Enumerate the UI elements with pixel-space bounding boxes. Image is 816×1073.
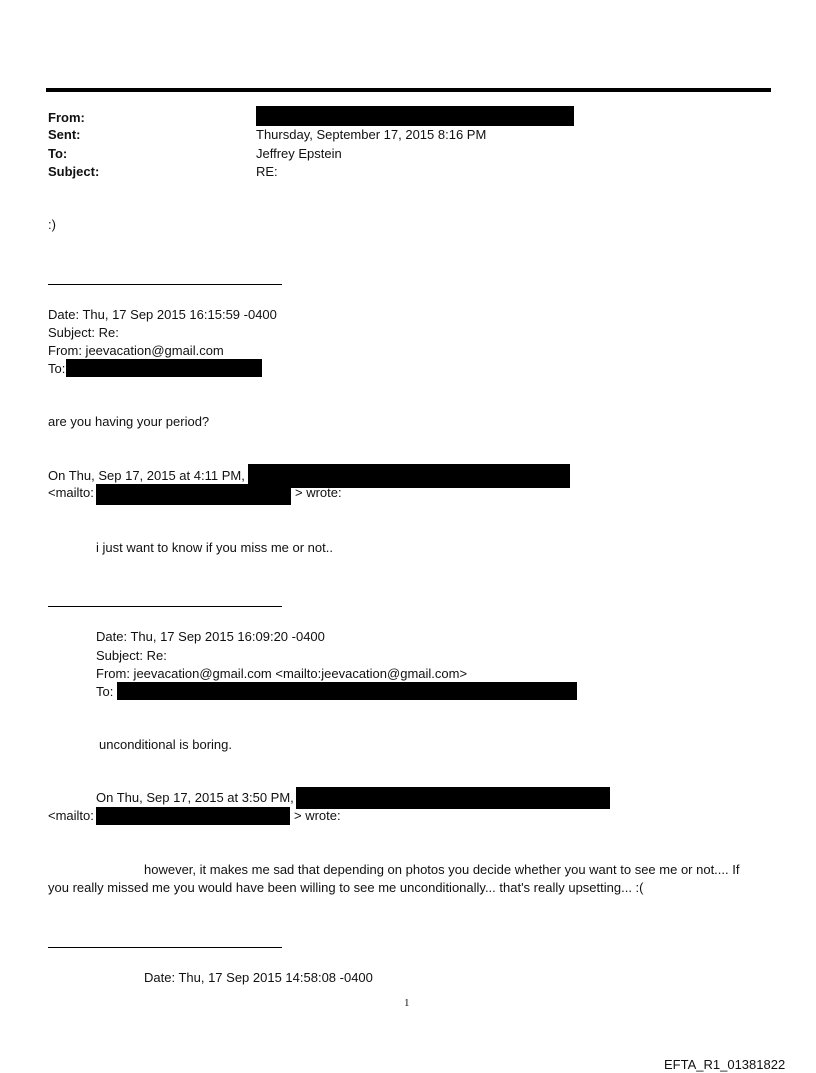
to-value: Jeffrey Epstein xyxy=(256,146,342,161)
quoted1-subject: Subject: Re: xyxy=(48,325,119,340)
redaction-quoted1-mailto xyxy=(96,484,291,505)
redaction-quoted2-to xyxy=(117,682,577,700)
quoted2-wrote: > wrote: xyxy=(294,808,341,823)
separator-3 xyxy=(48,947,282,948)
quoted1-from: From: jeevacation@gmail.com xyxy=(48,343,224,358)
quoted2-from: From: jeevacation@gmail.com <mailto:jeevacation@gmail.com> xyxy=(96,666,468,681)
redaction-quoted1-to xyxy=(66,359,262,377)
to-label: To: xyxy=(48,146,68,161)
quoted2-date: Date: Thu, 17 Sep 2015 16:09:20 -0400 xyxy=(96,629,325,644)
reply-text: :) xyxy=(48,217,56,232)
quoted1-quoted-message: i just want to know if you miss me or not.. xyxy=(96,540,333,555)
quoted1-mailto-label: <mailto: xyxy=(48,485,94,500)
quoted1-to-label: To: xyxy=(48,361,66,376)
sent-label: Sent: xyxy=(48,127,81,142)
page-number: 1 xyxy=(404,997,410,1009)
redaction-quoted2-mailto xyxy=(96,807,290,825)
quoted1-date: Date: Thu, 17 Sep 2015 16:15:59 -0400 xyxy=(48,307,277,322)
quoted2-quoted-message-line2: you really missed me you would have been willing to see me unconditionally... that's really upsetting... :( xyxy=(48,880,644,895)
separator-1 xyxy=(48,284,282,285)
sent-value: Thursday, September 17, 2015 8:16 PM xyxy=(256,127,487,142)
quoted3-date: Date: Thu, 17 Sep 2015 14:58:08 -0400 xyxy=(144,970,373,985)
subject-label: Subject: xyxy=(48,164,100,179)
document-id: EFTA_R1_01381822 xyxy=(664,1057,786,1072)
quoted1-message: are you having your period? xyxy=(48,414,210,429)
quoted1-on-line: On Thu, Sep 17, 2015 at 4:11 PM, xyxy=(48,468,245,483)
redaction-quoted2-sender xyxy=(296,787,610,809)
quoted2-quoted-message-line1: however, it makes me sad that depending on photos you decide whether you want to see me or not.... If xyxy=(144,862,740,877)
subject-value: RE: xyxy=(256,164,278,179)
separator-2 xyxy=(48,606,282,607)
header-top-rule xyxy=(46,88,771,92)
quoted2-to-label: To: xyxy=(96,684,114,699)
redaction-from xyxy=(256,106,574,126)
quoted2-message: unconditional is boring. xyxy=(99,737,232,752)
quoted2-mailto-label: <mailto: xyxy=(48,808,94,823)
quoted1-wrote: > wrote: xyxy=(295,485,342,500)
quoted2-on-line: On Thu, Sep 17, 2015 at 3:50 PM, xyxy=(96,790,294,805)
quoted2-subject: Subject: Re: xyxy=(96,648,167,663)
from-label: From: xyxy=(48,110,85,125)
